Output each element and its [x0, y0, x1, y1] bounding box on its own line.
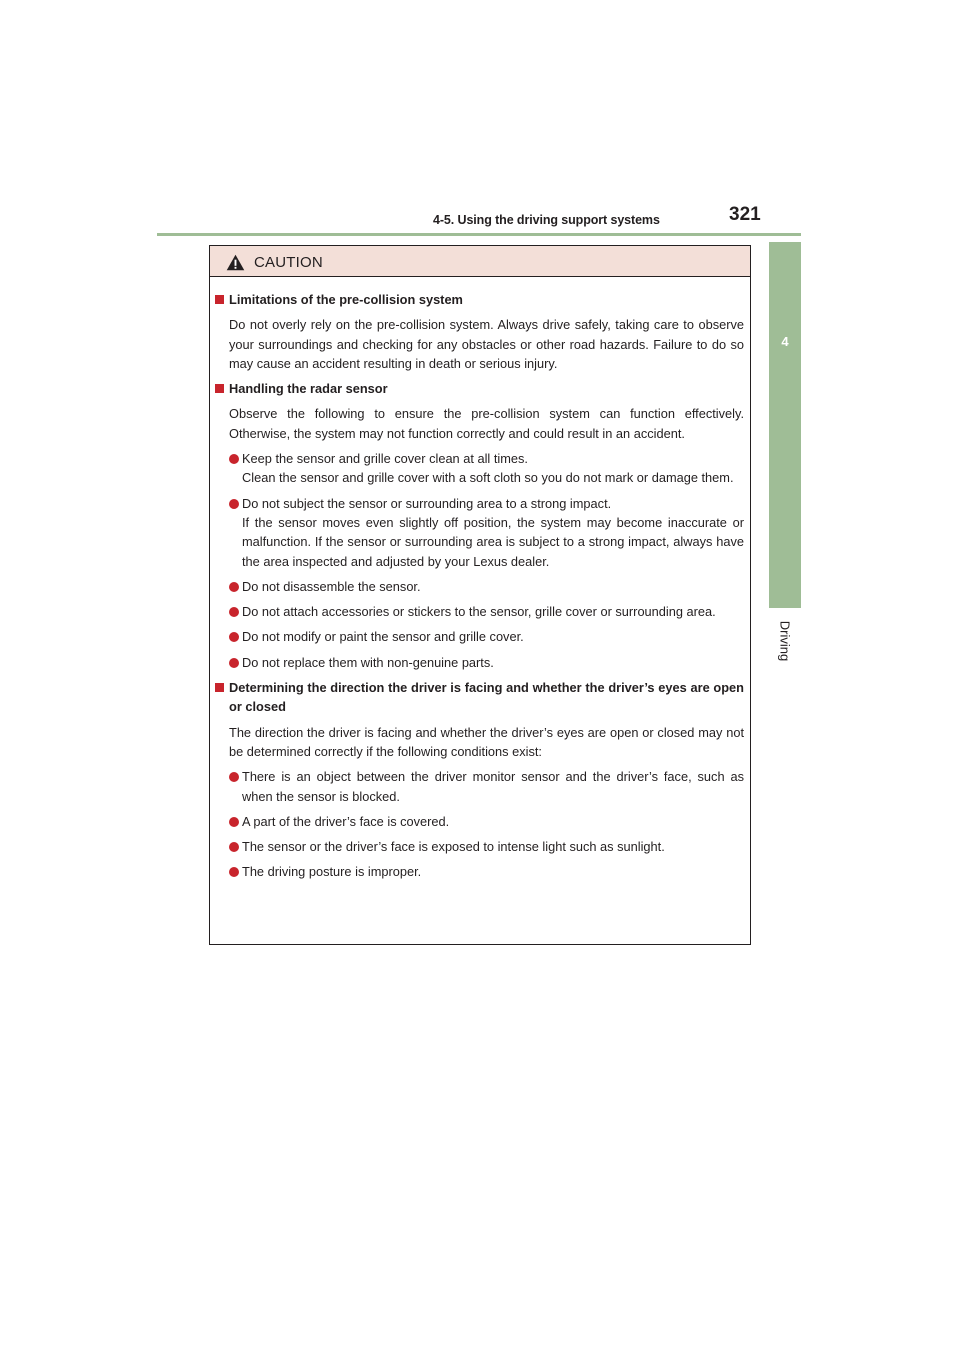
- section-heading: [215, 678, 744, 717]
- bullet-title: Do not disassemble the sensor.: [242, 578, 421, 594]
- bullet-item: [215, 862, 744, 881]
- bullet-detail: If the sensor moves even slightly off position, the system may become inaccurate or malfunction. If the sensor or surrounding area is subject to a strong impact, always have the area inspected and adjusted by your Lexus dealer.: [242, 514, 744, 569]
- header-divider: [157, 233, 801, 236]
- page-header: [157, 204, 801, 236]
- bullet-title: The sensor or the driver’s face is exposed to intense light such as sunlight.: [242, 839, 665, 855]
- bullet-title: A part of the driver’s face is covered.: [242, 813, 450, 829]
- section-paragraph: Observe the following to ensure the pre-collision system can function effectively. Otherwise, the system may not function correctly and could result in an accident.: [229, 406, 744, 441]
- caution-header: [210, 246, 750, 277]
- warning-triangle-icon: [226, 254, 245, 271]
- caution-body: [210, 277, 750, 882]
- bullet-item: [215, 577, 744, 596]
- bullet-title: Keep the sensor and grille cover clean at all times.: [242, 451, 528, 467]
- bullet-item: [215, 449, 744, 488]
- bullet-dot-icon: [229, 842, 239, 852]
- bullet-title: Do not attach accessories or stickers to the sensor, grille cover or surrounding area.: [242, 604, 716, 620]
- bullet-item: [215, 627, 744, 646]
- bullet-item: [215, 837, 744, 856]
- caution-title: CAUTION: [254, 254, 323, 271]
- square-marker-icon: [215, 384, 224, 393]
- section-title: 4-5. Using the driving support systems: [433, 213, 660, 227]
- bullet-title: Do not replace them with non-genuine parts.: [242, 654, 494, 670]
- section-heading: [215, 290, 744, 309]
- section-paragraph: The direction the driver is facing and whether the driver’s eyes are open or closed may not be determined correctly if the following conditions exist:: [229, 724, 744, 759]
- bullet-dot-icon: [229, 499, 239, 509]
- bullet-dot-icon: [229, 817, 239, 827]
- bullet-title: Do not subject the sensor or surrounding area to a strong impact.: [242, 495, 612, 511]
- square-marker-icon: [215, 295, 224, 304]
- bullet-title: There is an object between the driver monitor sensor and the driver’s face, such as when the sensor is blocked.: [242, 769, 744, 804]
- bullet-dot-icon: [229, 867, 239, 877]
- section-paragraph: Do not overly rely on the pre-collision system. Always drive safely, taking care to observe your surroundings and checking for any obstacles or other road hazards. Failure to do so may cause an accident resulting in death or serious injury.: [229, 317, 744, 371]
- chapter-tab: [769, 242, 801, 608]
- section-heading-text: Handling the radar sensor: [229, 381, 388, 397]
- square-marker-icon: [215, 683, 224, 692]
- section-heading: [215, 379, 744, 398]
- bullet-title: The driving posture is improper.: [242, 864, 422, 880]
- bullet-dot-icon: [229, 454, 239, 464]
- section-heading-text: Determining the direction the driver is facing and whether the driver’s eyes are open or closed: [229, 680, 744, 715]
- bullet-title: Do not modify or paint the sensor and grille cover.: [242, 629, 524, 645]
- bullet-dot-icon: [229, 607, 239, 617]
- bullet-dot-icon: [229, 632, 239, 642]
- bullet-dot-icon: [229, 772, 239, 782]
- page-number: 321: [729, 204, 761, 225]
- bullet-item: [215, 494, 744, 571]
- bullet-item: [215, 812, 744, 831]
- chapter-label: Driving: [777, 620, 793, 662]
- section-heading-text: Limitations of the pre-collision system: [229, 292, 463, 307]
- chapter-number: 4: [781, 334, 789, 349]
- bullet-item: [215, 653, 744, 672]
- bullet-dot-icon: [229, 582, 239, 592]
- bullet-dot-icon: [229, 658, 239, 668]
- bullet-item: [215, 602, 744, 621]
- caution-box: [209, 245, 751, 945]
- bullet-item: [215, 767, 744, 806]
- bullet-detail: Clean the sensor and grille cover with a soft cloth so you do not mark or damage them.: [242, 470, 734, 486]
